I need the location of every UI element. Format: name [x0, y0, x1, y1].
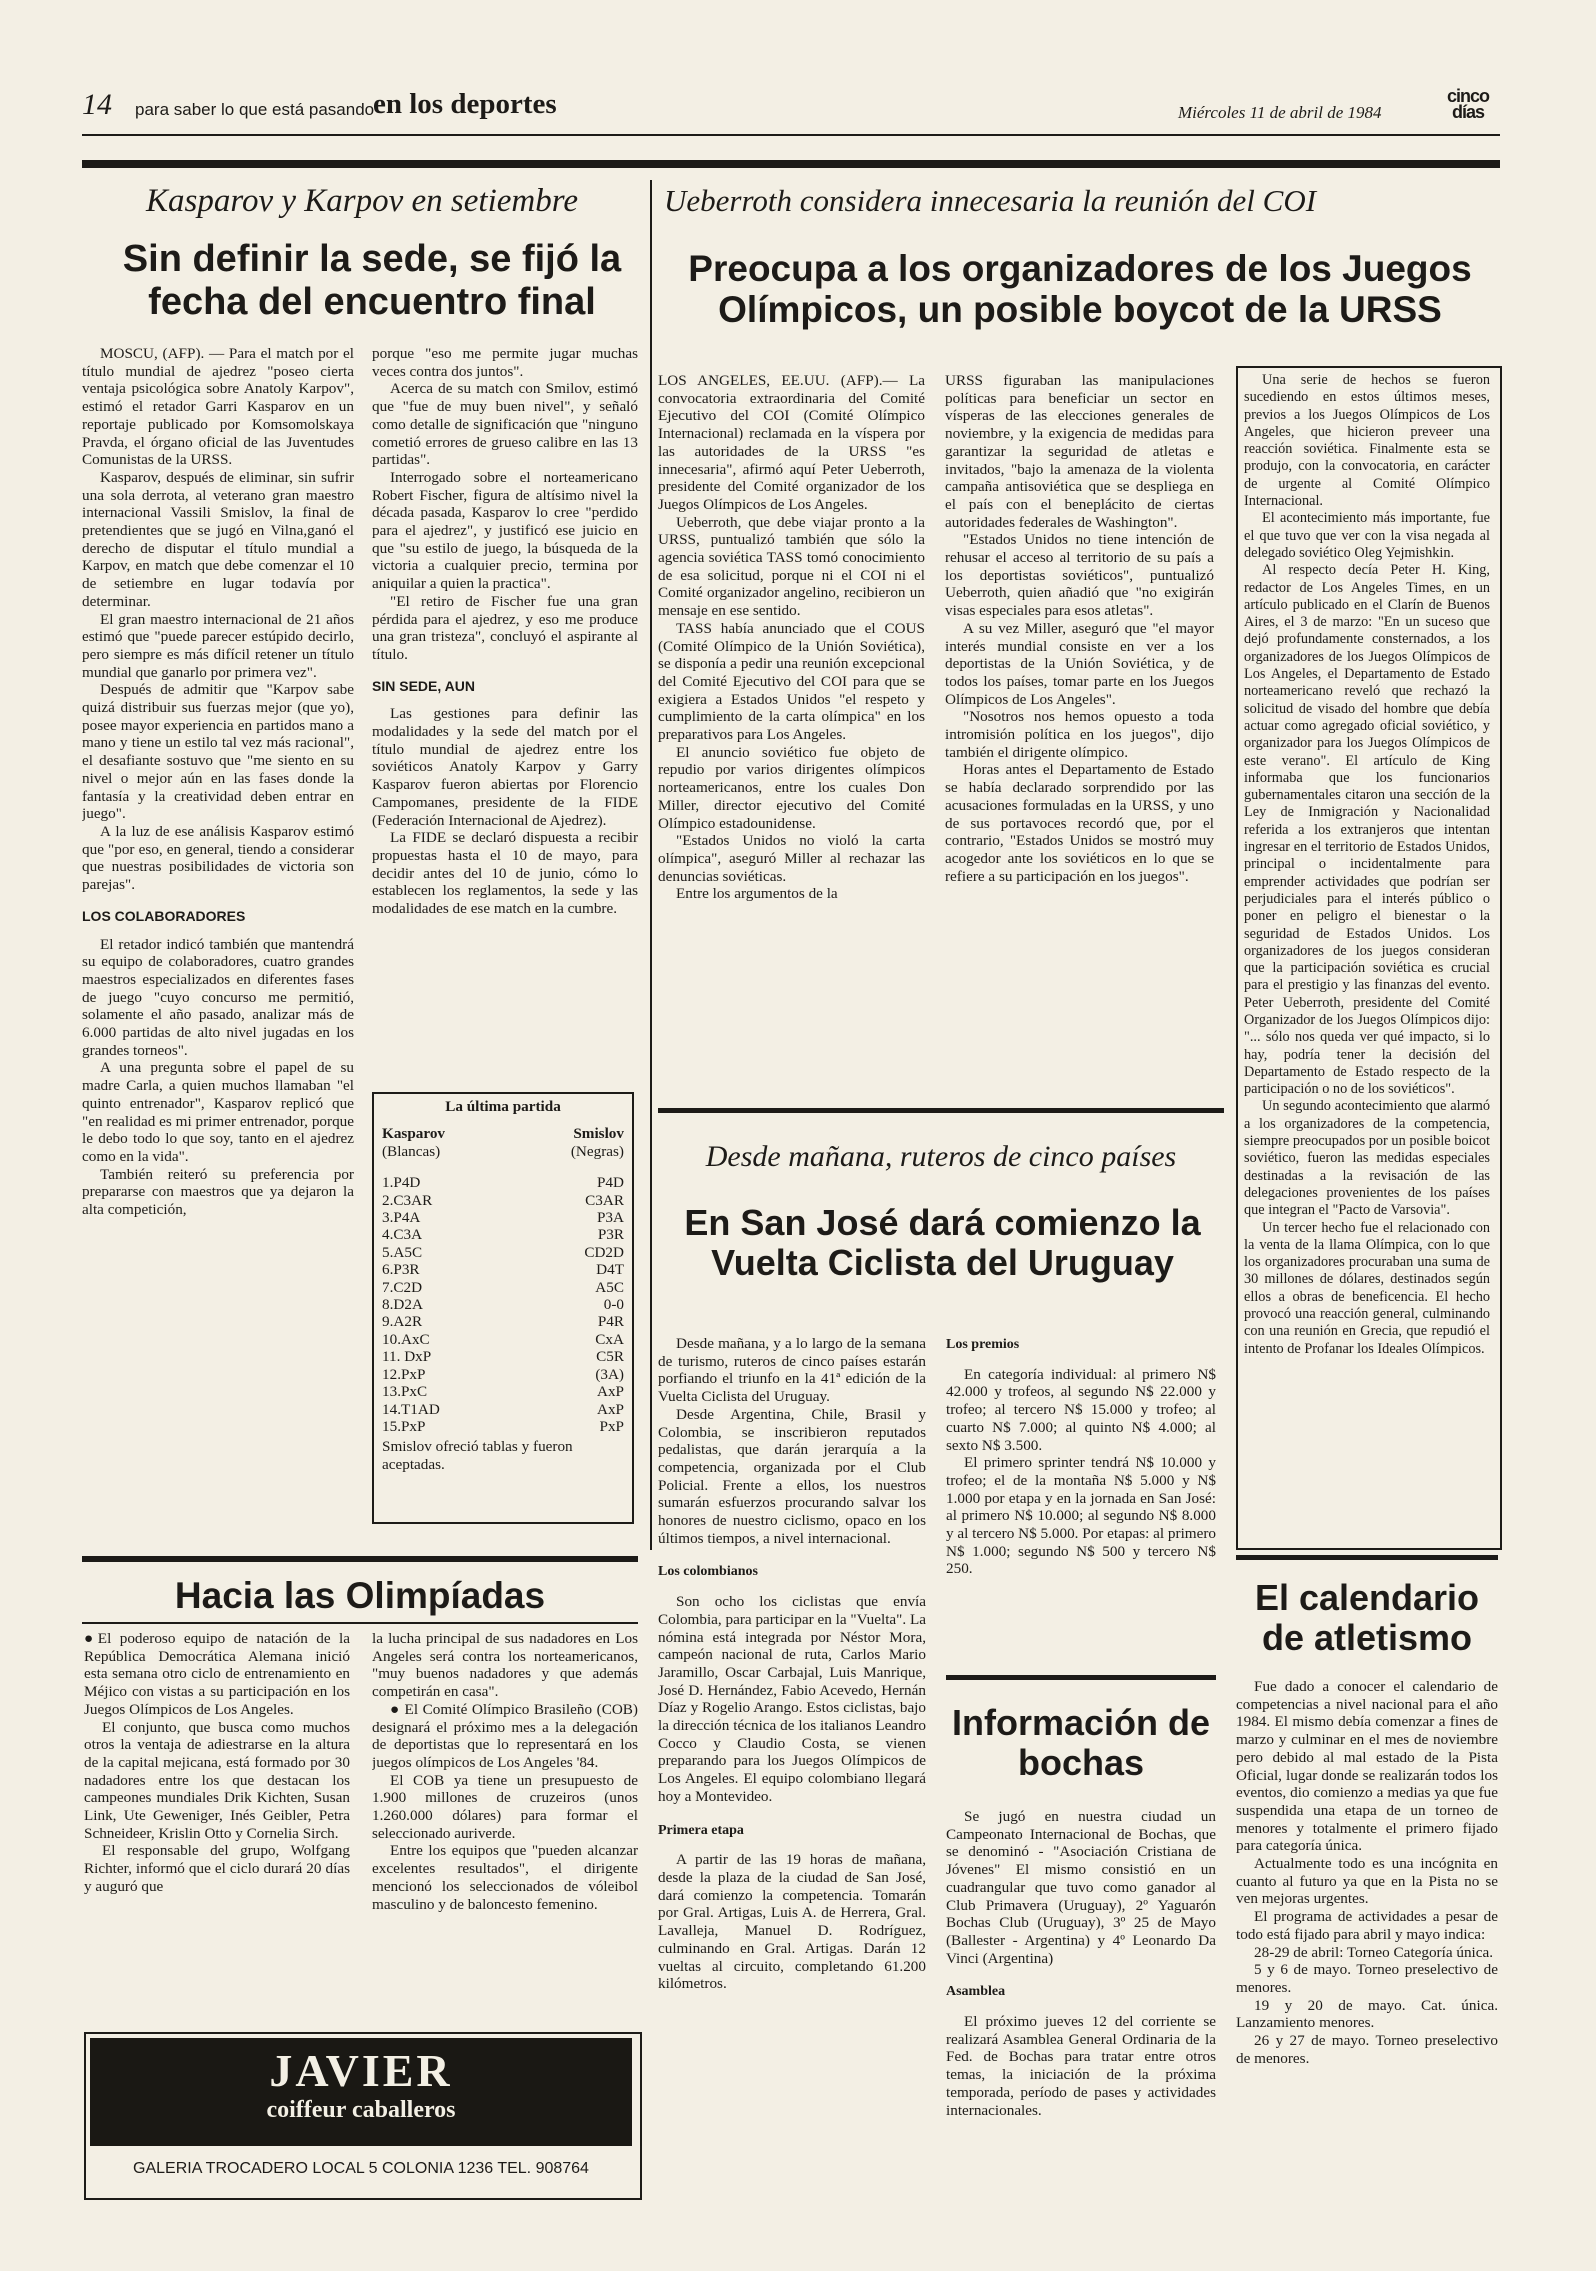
move-row: 6.P3R D4T: [382, 1261, 624, 1279]
olimpiadas-paragraph: ● El Comité Olímpico Brasileño (COB) designará el próximo mes a la delegación de deportistas que lo representará en los juegos olímpicos de Los Angeles '84.: [372, 1700, 638, 1771]
athletics-top-rule: [1236, 1555, 1498, 1560]
athletics-column: [1236, 1678, 1498, 2218]
olimpiadas-under-rule: [82, 1622, 638, 1624]
javier-ad-banner: [90, 2038, 632, 2146]
chess-paragraph: Después de admitir que "Karpov sabe quizá distribuir sus fuerzas mejor (que yo), posee mayor experiencia en partidos mano a mano y tiene un estilo tal vez más racional", el desafiante sostuvo que "me siento en su nivel o mejor aún en las fases donde la fantasía y la creatividad deben entrar en juego".: [82, 681, 354, 823]
ad-tagline: coiffeur caballeros: [266, 2097, 456, 2123]
cycling-subhead-premios: Los premios: [946, 1337, 1020, 1352]
move-row: 3.P4A P3A: [382, 1209, 624, 1227]
section-name: en los deportes: [373, 88, 557, 120]
athletics-schedule-item: 19 y 20 de mayo. Cat. única. Lanzamiento menores.: [1236, 1996, 1498, 2032]
white-color: (Blancas): [382, 1142, 441, 1160]
section-prefix: para saber lo que está pasando: [135, 100, 375, 119]
sidebar-paragraph: Al respecto decía Peter H. King, redactor de Los Angeles Times, en un artículo publicado en el Clarín de Buenos Aires, el 3 de marzo: "En un suceso que dejó profundamente consternados, a los organizadores de los Juegos Olímpicos de Los Angeles, el Departamento de Estado norteamericano reveló que rechazó la solicitud de visado del hombre que debía actuar como agregado oficial soviético, y organizador para los Juegos Olímpicos de este verano". El artículo de King informaba que los funcionarios gubernamentales citaron una sección de la Ley de Inmigración y Nacionalidad referida a los extranjeros que intentan ingresar en el territorio de Estados Unidos, principal o incidentalmente para emprender actividades que podrían ser perjudiciales para el interés público o poner en peligro el bienestar o la seguridad de Estados Unidos. Los organizadores de los juegos consideran que la participación soviética es crucial para el prestigio y las finanzas del evento. Peter Ueberroth, presidente del Comité Organizador de los Juegos Olímpicos dijo: "... sólo nos queda ver qué impacto, si lo hay, podría tener la decisión del Departamento de Estado respecto de la participación o no de los soviéticos".: [1244, 562, 1490, 1098]
olympics-sidebar-text: [1244, 372, 1490, 1538]
olympics-paragraph: URSS figuraban las manipulaciones políticas para beneficiar un sector en vísperas de las elecciones generales de noviembre, y la exigencia de medidas para garantizar la seguridad de atletas e invitados, "bajo la amenaza de la violenta campaña antisoviética que se despliega en el país con el beneplácito de ciertas autoridades federales de Washington".: [945, 372, 1214, 531]
olimpiadas-paragraph: la lucha principal de sus nadadores en Los Angeles será contra los norteamericanos, "muy buenos nadadores y que además competirán en casa".: [372, 1630, 638, 1701]
sidebar-paragraph: Un segundo acontecimiento que alarmó a los organizadores de la competencia, siempre preocupados por un posible boicot soviético, fueron las medidas especiales destinadas a la revisación de las delegaciones provenientes de los países que integran el "Pacto de Varsovia".: [1244, 1098, 1490, 1219]
olimpiadas-paragraph: Entre los equipos que "pueden alcanzar excelentes resultados", el dirigente mencionó los seleccionados de vóleibol masculino y de baloncesto femenino.: [372, 1842, 638, 1913]
chess-column-2: [372, 345, 638, 1085]
white-player: Kasparov: [382, 1125, 446, 1143]
olympics-paragraph: A su vez Miller, aseguró que "el mayor interés mundial consiste en ver a los deportistas de la Unión Soviética, y de todos los países, tomar parte en los Juegos Olímpicos de Los Angeles".: [945, 619, 1214, 708]
olympics-paragraph: El anuncio soviético fue objeto de repudio por varios dirigentes olímpicos norteamericanos, entre los cuales Don Miller, director ejecutivo del Comité Olímpico estadounidense.: [658, 743, 925, 832]
olympics-kicker: Ueberroth considera innecesaria la reunión del COI: [664, 183, 1317, 218]
chess-paragraph: MOSCU, (AFP). — Para el match por el título mundial de ajedrez "poseo cierta ventaja psicológica sobre Anatoly Karpov", estimó el retador Garri Kasparov en un reportaje publicado por Komsomolskaya Pravda, el órgano oficial de las Juventudes Comunistas de la URSS.: [82, 345, 354, 469]
chess-paragraph: A una pregunta sobre el papel de su madre Carla, a quien muchos llamaban "el quinto entrenador", Kasparov replicó que "en realidad es mi primer entrenador, porque le debo todo lo que soy, tanto en el ajedrez como en la vida".: [82, 1059, 354, 1165]
olimpiadas-paragraph: El responsable del grupo, Wolfgang Richter, informó que el ciclo durará 20 días y auguró que: [84, 1842, 350, 1895]
olympics-paragraph: "Nosotros nos hemos opuesto a toda intromisión política en los juegos", dijo también el dirigente olímpico.: [945, 708, 1214, 761]
black-player: Smislov: [573, 1125, 624, 1143]
sidebar-paragraph: El acontecimiento más importante, fue el que tuvo que ver con la visa negada al delegado soviético Oleg Yejmishkin.: [1244, 510, 1490, 561]
move-row: 7.C2D A5C: [382, 1278, 624, 1296]
olympics-paragraph: "Estados Unidos no tiene intención de rehusar el acceso al territorio de su país a los deportistas soviéticos", puntualizó Ueberroth, quien añadió que "no exigirán visas especiales para esos atletas".: [945, 531, 1214, 620]
chess-paragraph: A la luz de ese análisis Kasparov estimó que "por eso, en general, tiendo a considerar que nuestras posibilidades de victoria son parejas".: [82, 822, 354, 894]
issue-date: Miércoles 11 de abril de 1984: [1178, 103, 1382, 122]
athletics-paragraph: Actualmente todo es una incógnita en cuanto al futuro ya que en la Pista no se ven mejoras urgentes.: [1236, 1855, 1498, 1908]
move-row: 12.PxP (3A): [382, 1365, 624, 1383]
olympics-paragraph: "Estados Unidos no violó la carta olímpica", aseguró Miller al rechazar las denuncias soviéticas.: [658, 832, 925, 885]
move-row: 2.C3AR C3AR: [382, 1191, 624, 1209]
athletics-schedule-item: 26 y 27 de mayo. Torneo preselectivo de menores.: [1236, 2032, 1498, 2067]
cycling-subhead-colombianos: Los colombianos: [658, 1564, 758, 1580]
olympics-column-2: [945, 372, 1214, 1092]
chess-headline: Sin definir la sede, se fijó la fecha del encuentro final: [122, 238, 622, 323]
ad-brand-name: JAVIER: [269, 2045, 453, 2096]
chess-paragraph: El gran maestro internacional de 21 años estimó que "puede parecer estúpido decirlo, pero siempre es más difícil retener un título mundial que ganarlo por primera vez".: [82, 610, 354, 681]
olympics-paragraph: Entre los argumentos de la: [676, 885, 838, 903]
cycling-paragraph: En categoría individual: al primero N$ 42.000 y trofeos, al segundo N$ 22.000 y trofeo; al tercero N$ 15.000 y trofeo; al cuarto N$ 7.000; al quinto N$ 4.000; al sexto N$ 3.500.: [946, 1365, 1216, 1454]
chess-moves-table: [382, 1125, 624, 1435]
move-row: 14.T1AD AxP: [382, 1400, 624, 1418]
bochas-column: [946, 1808, 1216, 2218]
olimpiadas-paragraph: El COB ya tiene un presupuesto de 1.900 millones de cruzeiros (unos 1.260.000 dólares) para formar el seleccionado auriverde.: [372, 1771, 638, 1842]
olympics-headline: Preocupa a los organizadores de los Juegos Olímpicos, un posible boycot de la URSS: [688, 248, 1472, 331]
cycling-top-rule: [658, 1108, 1224, 1113]
black-color: (Negras): [570, 1142, 624, 1160]
cycling-paragraph: Desde Argentina, Chile, Brasil y Colombia, se inscribieron reputados pedalistas, que darán jerarquía a la competencia, organizada por el Club Policial. Frente a ellos, los nuestros sumarán esfuerzos procurando salvar los honores de nuestro ciclismo, opaco en los últimos tiempos, a nivel internacional.: [658, 1405, 926, 1547]
cycling-paragraph: El primero sprinter tendrá N$ 10.000 y trofeo; el de la montaña N$ 5.000 y N$ 1.000 por etapa y en la jornada en San José: al primero N$ 10.000; al segundo N$ 8.000 y al tercero N$ 5.000. Por etapas: al primero N$ 1.000; segundo N$ 500 y tercero N$ 250.: [946, 1454, 1216, 1578]
olimpiadas-column-1: [84, 1630, 350, 1990]
move-row: 8.D2A 0-0: [382, 1296, 624, 1314]
chess-column-1: [82, 345, 354, 1525]
chess-paragraph: El retador indicó también que mantendrá su equipo de colaboradores, cuatro grandes maestros especializados en diferentes fases de juego "cuyo concurso me permitió, solamente el año pasado, analizar más de 6.000 partidas de alto nivel jugadas en los grandes torneos".: [82, 935, 354, 1059]
olimpiadas-headline: Hacia las Olimpíadas: [174, 1575, 546, 1616]
olympics-paragraph: TASS había anunciado que el COUS (Comité Olímpico de la Unión Soviética), se disponía a pedir una reunión excepcional del Comité Ejecutivo del COI para que se exigiera a Estados Unidos "el respeto y cumplimiento de la carta olímpica" en los preparativos para Los Angeles.: [658, 619, 925, 744]
cycling-paragraph: A partir de las 19 horas de mañana, desde la plaza de la ciudad de San José, dará comienzo la competencia. Tomarán por Gral. Artigas, Luis A. de Herrera, Gral. Lavalleja, Manuel D. Rodríguez, culminando en Gral. Artigas. Darán 12 vueltas al circuito, completando 61.200 kilómetros.: [658, 1851, 926, 1993]
chess-box-note: Smislov ofreció tablas y fueron aceptadas.: [382, 1438, 573, 1473]
move-row: 13.PxC AxP: [382, 1383, 624, 1401]
chess-paragraph: "El retiro de Fischer fue una gran pérdida para el ajedrez, y eso me produce una gran tristeza", concluyó el aspirante al título.: [372, 592, 638, 663]
olympics-column-1: [658, 372, 925, 1092]
bochas-paragraph: El próximo jueves 12 del corriente se realizará Asamblea General Ordinaria de la Fed. de Bochas para tratar entre otros temas, la iniciación de la próxima temporada, período de pases y actividades internacionales.: [946, 2013, 1216, 2119]
chess-subhead-sede: SIN SEDE, AUN: [372, 677, 475, 694]
cycling-headline: En San José dará comienzo la Vuelta Ciclista del Uruguay: [684, 1202, 1201, 1284]
chess-paragraph: porque "eso me permite jugar muchas veces contra dos juntos".: [372, 345, 638, 380]
cycling-subhead-etapa: Primera etapa: [658, 1822, 744, 1838]
athletics-paragraph: Fue dado a conocer el calendario de competencias a nivel nacional para el año 1984. El mismo debía comenzar a fines de marzo y culminar en el mes de noviembre pero debido al mal estado de la Pista Oficial, lugar donde se realizarán todos los eventos, dio comienzo a medias ya que fue suspendida una etapa de un torneo de menores y totalmente el primero fijado para categoría única.: [1236, 1678, 1498, 1855]
chess-subhead-colaboradores: LOS COLABORADORES: [82, 907, 246, 924]
column-divider: [650, 180, 652, 1550]
olimpiadas-top-rule: [82, 1556, 638, 1562]
chess-paragraph: Acerca de su match con Smilov, estimó que "fue de muy buen nivel", y señaló como detalle de significación que "ninguno cometió errores de grueso calibre en las 13 partidas".: [372, 380, 638, 469]
sidebar-paragraph: Una serie de hechos se fueron sucediendo en estos últimos meses, previos a los Juegos Olímpicos de Los Angeles, que hicieron preveer una reacción soviética. Finalmente esta se produjo, con la convocatoria, en carácter de urgente al Comité Olímpico Internacional.: [1244, 372, 1490, 510]
athletics-paragraph: El programa de actividades a pesar de todo está fijado para abril y mayo indica:: [1236, 1908, 1498, 1943]
chess-box-title: La última partida: [445, 1098, 561, 1115]
header-rule-thick: [82, 160, 1500, 168]
sidebar-paragraph: Un tercer hecho fue el relacionado con la venta de la llama Olímpica, con lo que los organizadores procuraban una suma de 30 millones de dólares, destinados según ellos a obras de beneficencia. El hecho provocó una reacción general, culminando con una reunión en Grecia, que repudió el intento de Profanar los Ideales Olímpicos.: [1244, 1219, 1490, 1357]
olympics-paragraph: Horas antes el Departamento de Estado se había declarado sorprendido por las acusaciones formuladas en la URSS, y uno de sus portavoces recordó que, por el contrario, "Estados Unidos se mostró muy acogedor ante los soviéticos en lo que se refiere a su participación en los juegos".: [945, 761, 1214, 885]
move-row: 9.A2R P4R: [382, 1313, 624, 1331]
olympics-paragraph: Ueberroth, que debe viajar pronto a la URSS, puntualizó también que sólo la agencia soviética TASS tomó conocimiento de esa solicitud, porque ni el COI ni el Comité organizador angelino, recibieron un mensaje en ese sentido.: [658, 513, 925, 620]
olympics-paragraph: LOS ANGELES, EE.UU. (AFP).— La convocatoria extraordinaria del Comité Ejecutivo del COI (Comité Olímpico Internacional) reclamada en la víspera por las autoridades de la URSS "es innecesaria", afirmó aquí Peter Ueberroth, presidente del Comité organizador de los Juegos Olímpicos de Los Angeles.: [658, 372, 925, 513]
olimpiadas-paragraph: ●El poderoso equipo de natación de la República Democrática Alemana inició esta semana otro ciclo de entrenamiento en Méjico con vistas a su participación en los Juegos Olímpicos de Los Angeles.: [84, 1630, 350, 1718]
move-row: 10.AxC CxA: [382, 1330, 624, 1348]
cycling-kicker: Desde mañana, ruteros de cinco países: [705, 1140, 1177, 1173]
cycling-column-1: [658, 1335, 926, 2215]
move-row: 11. DxP C5R: [382, 1348, 624, 1366]
header-rule-thin: [82, 134, 1500, 136]
chess-moves-box: [372, 1092, 634, 1524]
move-row: 4.C3A P3R: [382, 1226, 624, 1244]
ad-address: GALERIA TROCADERO LOCAL 5 COLONIA 1236 TEL. 908764: [133, 2160, 589, 2177]
chess-paragraph: Interrogado sobre el norteamericano Robert Fischer, figura de altísimo nivel la década pasada, Kasparov lo cree "perdido para el ajedrez", y justificó ese juicio en que "su estilo de juego, la búsqueda de la victoria a cualquier precio, termina por aniquilar a quien la practica".: [372, 468, 638, 593]
olimpiadas-column-2: [372, 1630, 638, 1990]
chess-paragraph: Las gestiones para definir las modalidades y la sede del match por el título mundial de ajedrez entre los soviéticos Anatoly Karpov y Garry Kasparov fueron abiertas por Florencio Campomanes, presidente de la FIDE (Federación Internacional de Ajedrez).: [372, 705, 638, 829]
bochas-subhead-asamblea: Asamblea: [946, 1984, 1006, 2000]
cycling-column-2: [946, 1336, 1216, 1676]
olimpiadas-paragraph: El conjunto, que busca como muchos otros la ventaja de adiestrarse en la altura de la capital mejicana, está formado por 30 nadadores entre los que destacan los campeones mundiales Drik Kichten, Susan Link, Ute Geweniger, Inés Geibler, Petra Schneideer, Krislin Otto y Cornelia Sirch.: [84, 1718, 350, 1842]
cycling-paragraph: Son ocho los ciclistas que envía Colombia, para participar en la "Vuelta". La nómina está integrada por Néstor Mora, campeón nacional de ruta, Carlos Mario Jaramillo, Oscar Carbajal, Luis Manrique, José D. Hernández, Fabio Acevedo, Hernán Díaz y Rogelio Arango. Estos ciclistas, bajo la dirección técnica de los italianos Leandro Cocco y Claudio Costa, se vienen preparando para los Juegos Olímpicos de Los Angeles. El equipo colombiano llegará hoy a Montevideo.: [658, 1593, 926, 1805]
athletics-schedule-item: 28-29 de abril: Torneo Categoría única.: [1254, 1943, 1494, 1961]
move-row: 5.A5C CD2D: [382, 1243, 624, 1261]
athletics-schedule-item: 5 y 6 de mayo. Torneo preselectivo de menores.: [1236, 1961, 1498, 1996]
move-row: 15.PxP PxP: [382, 1417, 624, 1435]
bochas-top-rule: [946, 1675, 1216, 1680]
bochas-paragraph: Se jugó en nuestra ciudad un Campeonato Internacional de Bochas, que se denominó - "Asociación Cristiana de Jóvenes" El mismo consistió en un cuadrangular que tuvo como ganador al Club Primavera (Uruguay), 2º Yaguarón Bochas Club (Uruguay), 3º 25 de Mayo (Ballester - Argentina) y 4º Leonardo Da Vinci (Argentina): [946, 1808, 1216, 1967]
chess-paragraph: Kasparov, después de eliminar, sin sufrir una sola derrota, al veterano gran maestro internacional Vassili Smislov, la final de pretendientes que se jugó en Vilna,ganó el derecho de disputar el título mundial a Karpov, en match que debe comenzar el 10 de setiembre en lugar todavía por determinar.: [82, 468, 354, 610]
chess-kicker: Kasparov y Karpov en setiembre: [146, 183, 578, 219]
page-number: 14: [82, 88, 112, 121]
chess-paragraph: También reiteró su preferencia por prepararse con maestros que ya dejaron la alta competición,: [82, 1165, 354, 1219]
bochas-headline: Información de bochas: [951, 1702, 1211, 1784]
masthead-logo: cinco días: [1446, 86, 1489, 122]
move-row: 1.P4D P4D: [382, 1174, 624, 1192]
cycling-paragraph: Desde mañana, y a lo largo de la semana de turismo, ruteros de cinco países estarán porfiando el triunfo en la 41ª edición de la Vuelta Ciclista del Uruguay.: [658, 1335, 926, 1406]
athletics-headline: El calendario de atletismo: [1254, 1577, 1480, 1659]
chess-paragraph: La FIDE se declaró dispuesta a recibir propuestas hasta el 10 de mayo, para decidir antes del 10 de junio, cómo lo establecen los reglamentos, la sede y las modalidades de ese match en la cumbre.: [372, 829, 638, 918]
